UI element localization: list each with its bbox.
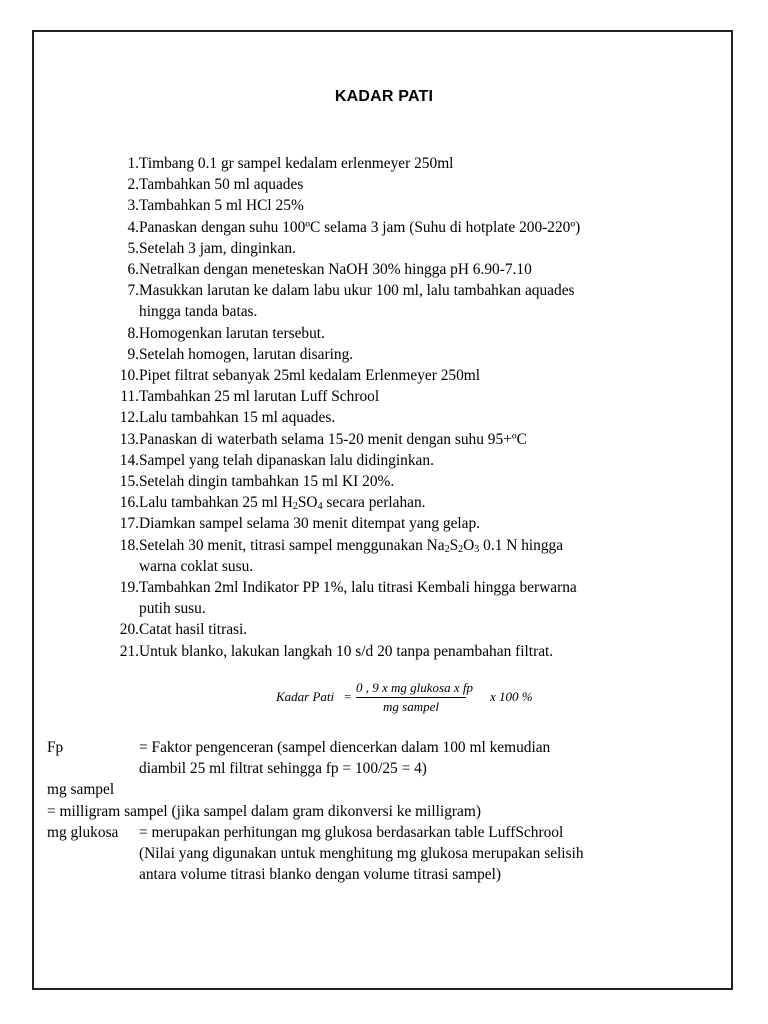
step-text: Netralkan dengan meneteskan NaOH 30% hingga pH 6.90-7.10: [139, 261, 532, 279]
step-text: Tambahkan 50 ml aquades: [139, 176, 304, 194]
definition-text: = Faktor pengenceran (sampel diencerkan dalam 100 ml kemudian: [139, 739, 551, 756]
subscript: 2: [444, 543, 450, 555]
formula-lhs: Kadar Pati: [276, 689, 335, 704]
formula-denominator: mg sampel: [383, 699, 439, 714]
step-4: [0, 217, 768, 238]
subscript: 4: [317, 501, 323, 513]
step-14: [0, 450, 768, 471]
variable-definitions: [0, 737, 768, 885]
step-text: [139, 494, 426, 511]
step-number: 11.: [120, 388, 139, 406]
step-number: 17.: [119, 515, 139, 533]
definition-text: = milligram sampel (jika sampel dalam gram dikonversi ke milligram): [47, 802, 481, 820]
procedure-steps: [0, 153, 768, 662]
step-number: 14.: [119, 451, 139, 469]
definition-term: Fp: [47, 739, 64, 756]
definition-mg-glukosa: [0, 822, 768, 843]
step-text: Masukkan larutan ke dalam labu ukur 100 ml, lalu tambahkan aquades: [139, 282, 575, 300]
step-18: [0, 535, 768, 577]
definition-term: mg glukosa: [47, 823, 119, 841]
step-6: [0, 259, 768, 280]
step-1: [0, 153, 768, 174]
step-8: [0, 323, 768, 344]
step-text: Sampel yang telah dipanaskan lalu didinginkan.: [139, 451, 434, 469]
step-number: 6.: [127, 261, 139, 279]
step-text-continued: warna coklat susu.: [139, 557, 254, 575]
step-number: 12.: [119, 409, 139, 427]
definition-mg-glukosa-continued: [0, 864, 768, 885]
step-number: 8.: [127, 324, 139, 342]
step-text: [139, 537, 563, 554]
step-2: [0, 174, 768, 195]
step-16: [0, 492, 768, 513]
step-20: [0, 619, 768, 640]
step-19: [0, 577, 768, 619]
step-number: 20.: [119, 621, 139, 639]
definition-text: diambil 25 ml filtrat sehingga fp = 100/25 = 4): [139, 760, 427, 778]
step-number: 21.: [119, 642, 139, 660]
step-number: 18.: [119, 536, 139, 554]
definition-fp: [0, 737, 768, 758]
definition-fp-continued: [0, 758, 768, 779]
formula-fraction: [356, 680, 473, 715]
definition-mg-sampel: [0, 801, 768, 822]
step-text: Tambahkan 5 ml HCl 25%: [139, 197, 304, 215]
step-15: [0, 471, 768, 492]
definition-mg-glukosa-continued: [0, 843, 768, 864]
step-text: Panaskan dengan suhu 100ºC selama 3 jam (Suhu di hotplate 200-220º): [139, 218, 581, 236]
definition-text: = merupakan perhitungan mg glukosa berdasarkan table LuffSchrool: [139, 823, 564, 841]
step-number: 1.: [127, 155, 139, 172]
subscript: 2: [458, 543, 464, 555]
fraction-bar: [356, 697, 466, 698]
step-text-part: secara perlahan.: [322, 494, 426, 512]
step-text-continued: hingga tanda batas.: [139, 303, 258, 321]
step-number: 15.: [119, 473, 139, 491]
definition-mg-sampel-term: [0, 779, 768, 800]
step-9: [0, 344, 768, 365]
step-number: 3.: [127, 197, 139, 215]
step-21: [0, 641, 768, 662]
formula-equals: =: [344, 689, 352, 704]
step-text: Homogenkan larutan tersebut.: [139, 324, 325, 342]
step-text-part: 0.1 N hingga: [479, 536, 564, 554]
step-text: Setelah homogen, larutan disaring.: [139, 345, 354, 363]
step-number: 13.: [119, 430, 139, 448]
step-number: 16.: [119, 494, 139, 512]
document-title: KADAR PATI: [334, 88, 434, 105]
formula-rhs: x 100 %: [490, 689, 533, 704]
step-text: Panaskan di waterbath selama 15-20 menit dengan suhu 95+ºC: [139, 430, 527, 448]
step-text: Tambahkan 25 ml larutan Luff Schrool: [139, 388, 380, 406]
step-text: Setelah dingin tambahkan 15 ml KI 20%.: [139, 473, 395, 491]
step-7: [0, 280, 768, 322]
step-number: 2.: [127, 176, 139, 194]
step-text: Untuk blanko, lakukan langkah 10 s/d 20 tanpa penambahan filtrat.: [139, 642, 554, 660]
step-text: Timbang 0.1 gr sampel kedalam erlenmeyer 250ml: [139, 155, 454, 172]
step-number: 4.: [127, 218, 139, 236]
step-text: Pipet filtrat sebanyak 25ml kedalam Erlenmeyer 250ml: [139, 367, 481, 385]
step-number: 10.: [119, 367, 139, 385]
step-13: [0, 429, 768, 450]
formula-numerator: 0 , 9 x mg glukosa x fp: [356, 680, 473, 695]
step-number: 19.: [119, 579, 139, 597]
step-text: Lalu tambahkan 15 ml aquades.: [139, 409, 336, 427]
step-number: 7.: [127, 282, 139, 300]
step-number: 5.: [127, 239, 139, 257]
definition-text: antara volume titrasi blanko dengan volume titrasi sampel): [139, 866, 502, 884]
step-10: [0, 365, 768, 386]
step-3: [0, 195, 768, 216]
step-number: 9.: [127, 345, 139, 363]
definition-text: (Nilai yang digunakan untuk menghitung mg glukosa merupakan selisih: [139, 844, 584, 862]
step-text-continued: putih susu.: [139, 600, 206, 618]
subscript: 3: [474, 543, 480, 555]
definition-term: mg sampel: [47, 781, 115, 799]
step-text: Catat hasil titrasi.: [139, 621, 248, 639]
step-text: Diamkan sampel selama 30 menit ditempat yang gelap.: [139, 515, 481, 533]
step-text-part: Setelah 30 menit, titrasi sampel menggunakan Na: [139, 536, 445, 554]
step-17: [0, 513, 768, 534]
step-11: [0, 386, 768, 407]
step-text-part: Lalu tambahkan 25 ml H: [139, 494, 293, 512]
step-5: [0, 238, 768, 259]
subscript: 2: [292, 501, 298, 513]
step-text-part: O: [463, 536, 475, 554]
step-text: Tambahkan 2ml Indikator PP 1%, lalu titrasi Kembali hingga berwarna: [139, 579, 577, 597]
step-text-part: S: [449, 536, 459, 554]
step-text: Setelah 3 jam, dinginkan.: [139, 239, 296, 257]
step-text-part: SO: [297, 494, 318, 512]
step-12: [0, 407, 768, 428]
